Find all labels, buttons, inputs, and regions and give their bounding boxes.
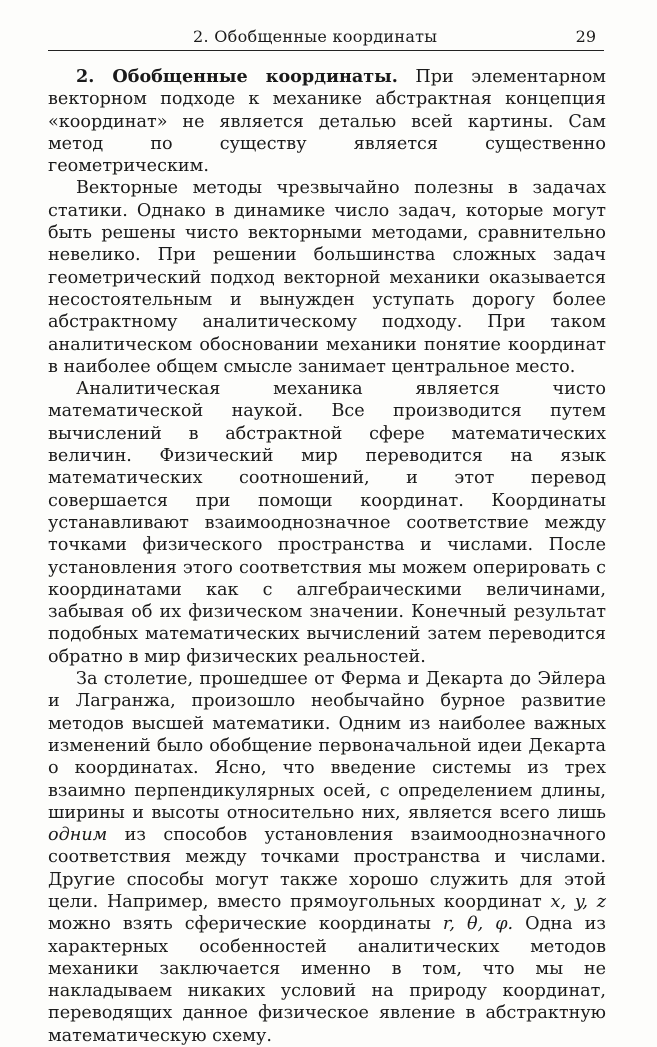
section-heading: 2. Обобщенные координаты. — [76, 66, 398, 87]
paragraph-1 — [48, 66, 606, 177]
paragraph-1-text: При элементарном векторном подходе к механике абстрактная концепция «координат» не является деталью всей картины. Сам метод по существу является существенно геометрическим. — [48, 67, 606, 177]
rectangular-coordinates: x, y, z — [550, 891, 606, 912]
section-body — [48, 66, 606, 1047]
paragraph-4-part4: Одна из характерных особенностей аналитических методов механики заключается именно в том, что мы не накладываем никаких условий на природу координат, переводящих данное физическое явление в абстрактную математическую схему. — [48, 914, 607, 1046]
page-number: 29 — [575, 27, 596, 46]
running-header — [48, 24, 604, 51]
paragraph-4-part3: можно взять сферические координаты — [48, 914, 431, 935]
paragraph-4-part2: из способов установления взаимооднозначного соответствия между точками пространства и числами. Другие способы могут также хорошо служить для этой цели. Например, вместо прямоугольных координат — [48, 825, 606, 912]
paragraph-4-part1: За столетие, прошедшее от Ферма и Декарта до Эйлера и Лагранжа, произошло необычайно бурное развитие методов высшей математики. Одним из наиболее важных изменений было обобщение первоначальной идеи Декарта о координатах. Ясно, что введение системы из трех взаимно перпендикулярных осей, с определением длины, ширины и высоты относительно них, является всего лишь — [48, 669, 606, 823]
running-title: 2. Обобщенные координаты — [193, 27, 438, 46]
paragraph-3: Аналитическая механика является чисто математической наукой. Все производится путем вычислений в абстрактной сфере математических величин. Физический мир переводится на язык математических соотношений, и этот перевод совершается при помощи координат. Координаты устанавливают взаимоoднозначное соответствие между точками физического пространства и числами. После установления этого соответствия мы можем оперировать с координатами как с алгебраическими величинами, забывая об их физическом значении. Конечный результат подобных математических вычислений затем переводится обратно в мир физических реальностей. — [48, 379, 606, 667]
emphasis-word: одним — [48, 825, 108, 846]
paragraph-4 — [48, 668, 606, 1047]
paragraph-2: Векторные методы чрезвычайно полезны в задачах статики. Однако в динамике число задач, которые могут быть решены чисто векторными методами, сравнительно невелико. При решении большинства сложных задач геометрический подход векторной механики оказывается несостоятельным и вынужден уступать дорогу более абстрактному аналитическому подходу. При таком аналитическом обосновании механики понятие координат в наиболее общем смысле занимает центральное место. — [48, 178, 606, 377]
spherical-coordinates: r, θ, φ. — [442, 914, 514, 935]
